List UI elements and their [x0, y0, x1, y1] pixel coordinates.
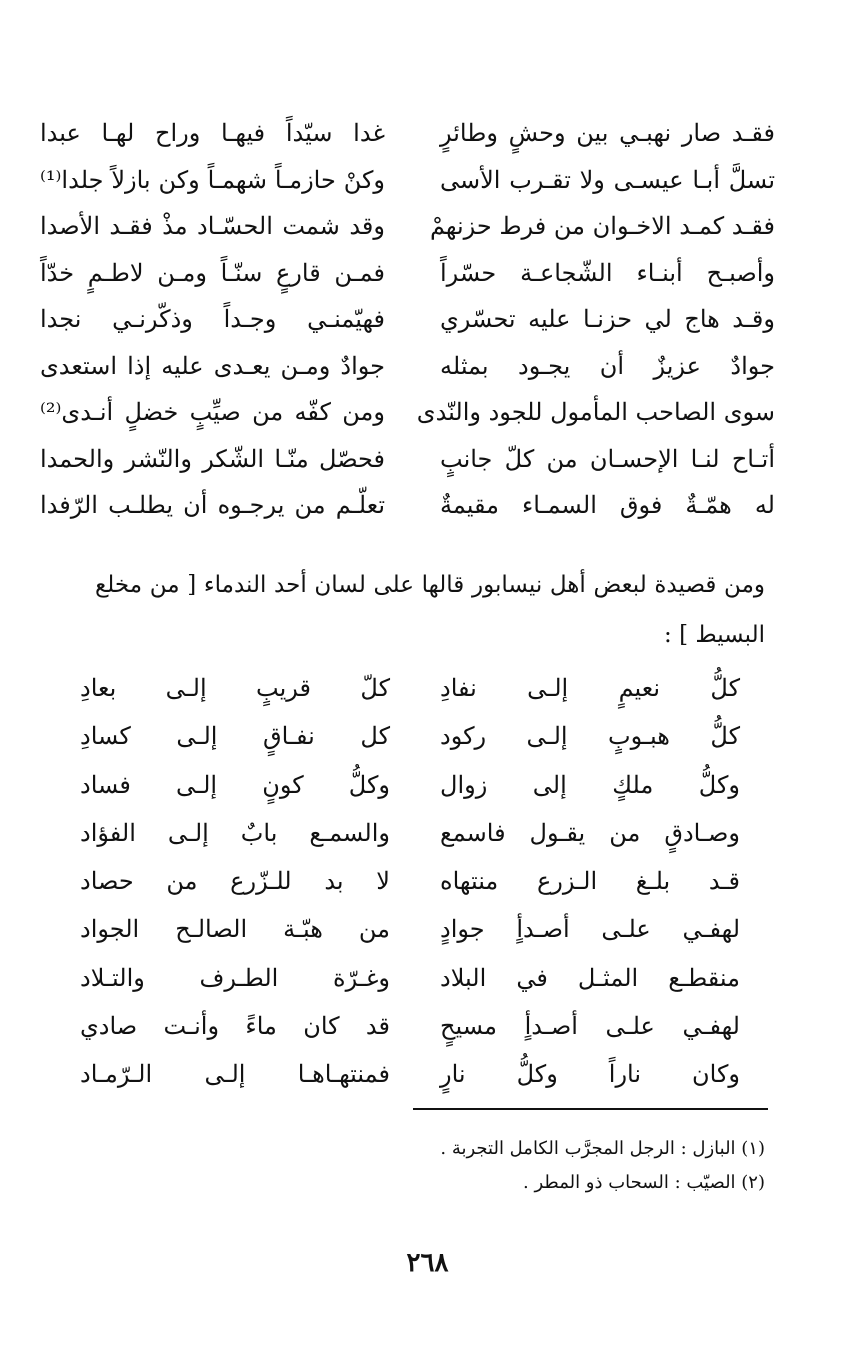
verse-second-hemistich: كل نفـاقٍ إلـى كسادِ	[80, 722, 390, 751]
verse-row	[40, 206, 775, 253]
footnote-item	[345, 1132, 765, 1166]
verse-row	[40, 253, 775, 300]
footnote-text: السحاب ذو المطر .	[523, 1172, 669, 1193]
verse-first-hemistich: وكلُّ ملكٍ إلى زوال	[440, 770, 740, 799]
verse-second-hemistich: لا بد للـزّرع من حصاد	[80, 867, 390, 896]
page-number: ٢٦٨	[406, 1248, 449, 1278]
verse-first-hemistich: كلُّ هبـوبٍ إلـى ركود	[440, 722, 740, 751]
poem-second	[80, 668, 740, 1103]
verse-second-hemistich: فحصّل منّـا الشّكر والنّشر والحمدا	[40, 444, 385, 473]
poem-first	[40, 113, 775, 532]
verse-row	[40, 439, 775, 486]
verse-first-hemistich: أتـاح لنـا الإحسـان من كلّ جانبٍ	[440, 444, 775, 473]
verse-second-hemistich: كلّ قريبٍ إلـى بعادِ	[80, 674, 390, 702]
verse-second-hemistich: والسمـع بابٌ إلـى الفؤاد	[80, 818, 390, 847]
verse-row	[40, 392, 775, 439]
footnote-text: الرجل المجرَّب الكامل التجربة .	[440, 1138, 675, 1159]
verse-row	[80, 716, 740, 764]
verse-second-hemistich: قد كان ماءً وأنـت صادي	[80, 1012, 390, 1041]
verse-first-hemistich: جوادٌ عزيزٌ أن يجـود بمثله	[440, 351, 775, 380]
verse-second-hemistich: فمـن قارعٍ سنّـاً ومـن لاطـمٍ خدّاً	[40, 258, 385, 287]
verse-second-hemistich: فهيّمنـي وجـداً وذكّرنـي نجدا	[40, 305, 385, 333]
verse-second-hemistich: ومن كفّه من صيِّبٍ خضلٍ أنـدى⁽²⁾	[40, 398, 385, 426]
verse-second-hemistich: وغـرّة الطـرف والتـلاد	[80, 963, 390, 992]
verse-row	[80, 668, 740, 716]
verse-row	[40, 160, 775, 207]
verse-first-hemistich: تسلَّ أبـا عيسـى ولا تقـرب الأسى	[440, 165, 775, 194]
intro-paragraph: ومن قصيدة لبعض أهل نيسابور قالها على لسان أحد الندماء [ من مخلع البسيط ] :	[95, 572, 765, 648]
verse-row	[80, 1054, 740, 1102]
verse-second-hemistich: وقد شمت الحسّـاد مذْ فقـد الأصدا	[40, 212, 385, 240]
verse-first-hemistich: وأصبـح أبنـاء الشّجاعـة حسّراً	[440, 258, 775, 287]
verse-first-hemistich: وصـادقٍ من يقـول فاسمع	[440, 818, 740, 847]
footnotes	[345, 1132, 765, 1200]
verse-second-hemistich: وكنْ حازمـاً شهمـاً وكن بازلاً جلدا⁽¹⁾	[40, 165, 385, 194]
verse-second-hemistich: من هبّـة الصالـح الجواد	[80, 915, 390, 944]
verse-second-hemistich: جوادٌ ومـن يعـدى عليه إذا استعدى	[40, 351, 385, 380]
verse-row	[40, 485, 775, 532]
verse-first-hemistich: فقـد كمـد الاخـوان من فرط حزنهمْ	[429, 212, 775, 240]
verse-first-hemistich: سوى الصاحب المأمول للجود والنّدى	[416, 398, 775, 426]
footnote-separator	[413, 1108, 768, 1110]
footnote-label: (٢) الصيّب :	[674, 1172, 765, 1193]
verse-row	[80, 1006, 740, 1054]
verse-row	[80, 861, 740, 909]
verse-first-hemistich: كلُّ نعيمٍ إلـى نفادِ	[440, 674, 740, 702]
verse-first-hemistich: منقطـع المثـل في البلاد	[440, 963, 740, 992]
verse-second-hemistich: غدا سيّداً فيهـا وراح لهـا عبدا	[40, 119, 385, 147]
verse-first-hemistich: وقـد هاج لي حزنـا عليه تحسّري	[440, 305, 775, 333]
verse-row	[80, 909, 740, 957]
verse-row	[80, 813, 740, 861]
verse-second-hemistich: تعلّـم من يرجـوه أن يطلـب الرّفدا	[40, 491, 385, 519]
verse-row	[40, 346, 775, 393]
verse-second-hemistich: فمنتهـاهـا إلـى الـرّمـاد	[80, 1060, 390, 1089]
verse-first-hemistich: لهفـي علـى أصـدأٍ جوادٍ	[440, 915, 740, 944]
verse-row	[80, 765, 740, 813]
verse-first-hemistich: قـد بلـغ الـزرع منتهاه	[440, 867, 740, 896]
verse-first-hemistich: وكان ناراً وكلُّ نارٍ	[440, 1060, 740, 1089]
verse-row	[40, 299, 775, 346]
footnote-label: (١) البازل :	[680, 1138, 765, 1159]
verse-first-hemistich: فقـد صار نهبـي بين وحشٍ وطائرٍ	[440, 119, 775, 147]
verse-row	[40, 113, 775, 160]
verse-first-hemistich: له همّـةٌ فوق السمـاء مقيمةٌ	[440, 491, 775, 519]
verse-row	[80, 958, 740, 1006]
verse-second-hemistich: وكلُّ كونٍ إلـى فساد	[80, 770, 390, 799]
verse-first-hemistich: لهفـي علـى أصـدأٍ مسيحٍ	[440, 1012, 740, 1041]
footnote-item	[345, 1166, 765, 1200]
